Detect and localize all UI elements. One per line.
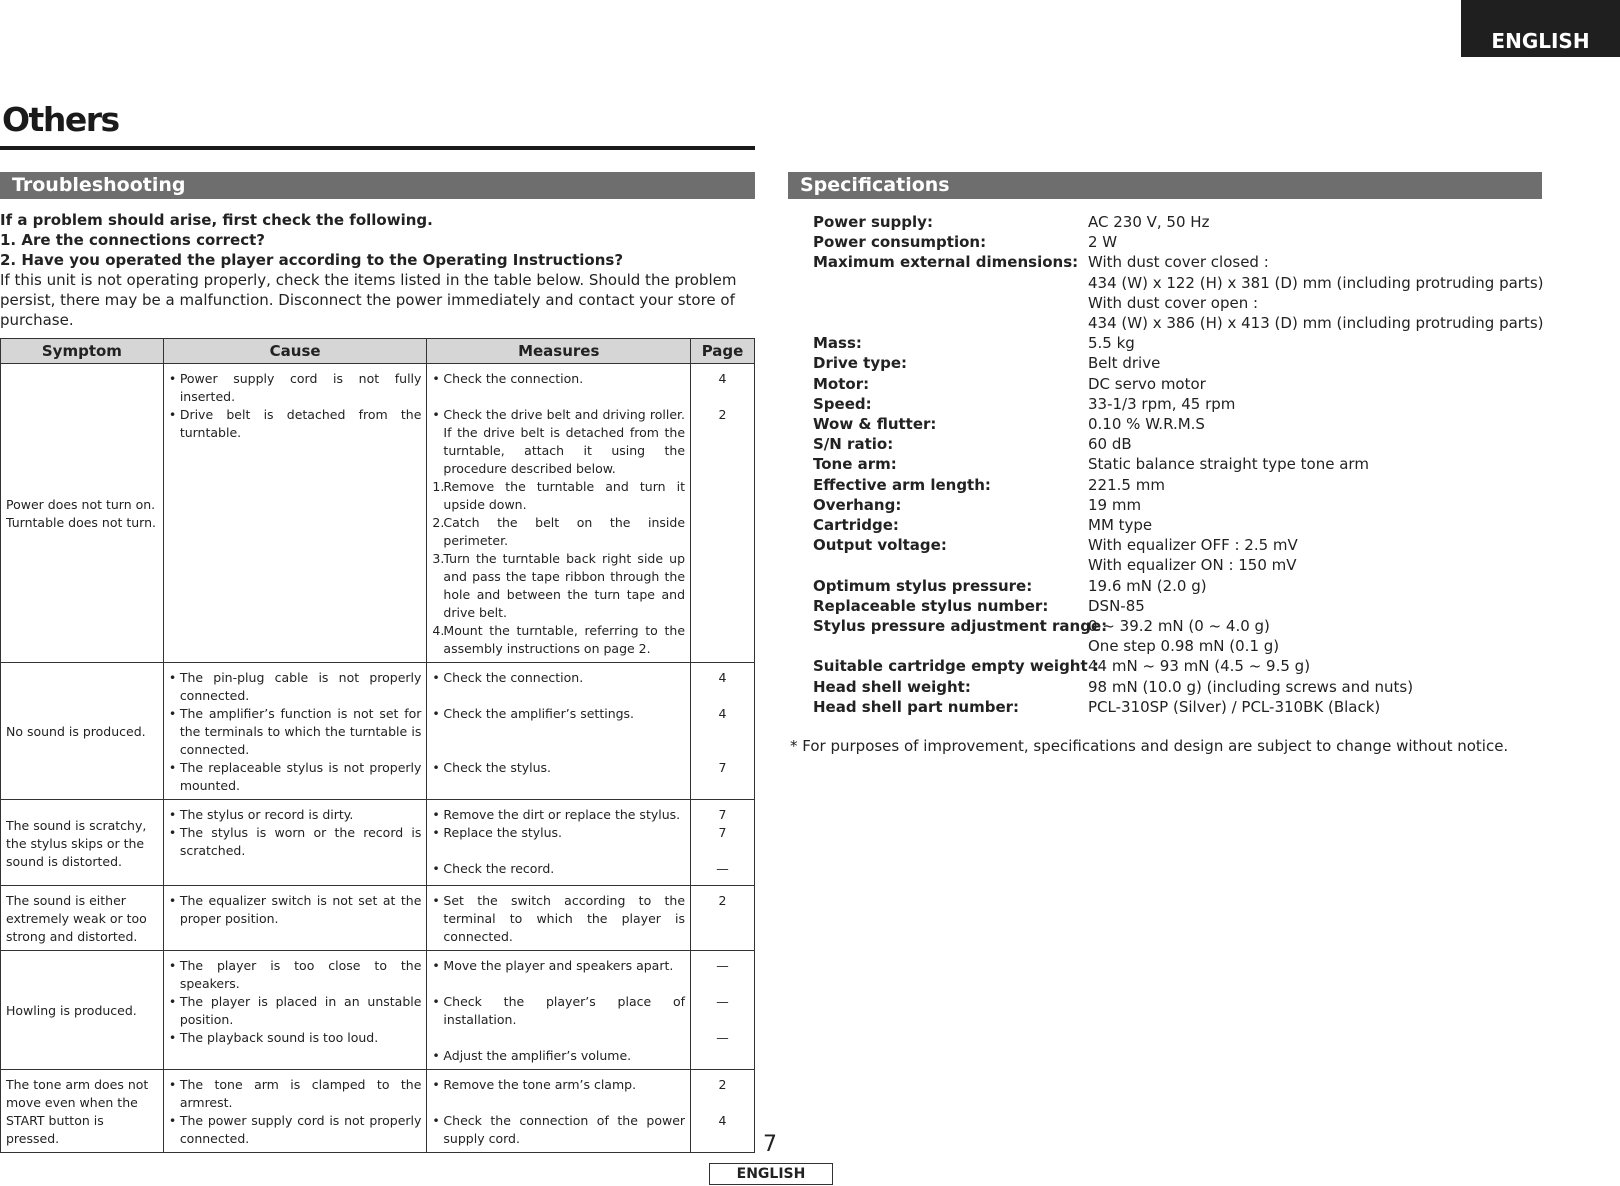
symptom-text: The tone arm does not move even when the START button is pressed. [6, 1077, 149, 1146]
spec-value [1088, 697, 1380, 717]
spec-label: Replaceable stylus number: [813, 596, 1049, 615]
spec-value-line: 5.5 kg [1088, 334, 1135, 353]
page-ref [696, 975, 749, 993]
spacer [432, 388, 685, 406]
spec-value [1088, 252, 1544, 333]
spec-label: Wow & flutter: [813, 415, 937, 434]
page-ref: 2 [718, 893, 727, 908]
spec-label: Optimum stylus pressure: [813, 576, 1033, 595]
spec-value-line: With equalizer OFF : 2.5 mV [1088, 536, 1298, 555]
table-row [1, 886, 755, 951]
measures-cell [427, 364, 691, 663]
spec-row [813, 535, 1544, 575]
spec-row [813, 475, 1544, 495]
cause-item [169, 705, 422, 759]
spec-value [1088, 535, 1298, 575]
item-text: The playback sound is too loud. [179, 1030, 379, 1045]
bullet-marker: • [432, 958, 440, 973]
spec-value [1088, 656, 1310, 676]
intro-line: 1. Are the connections correct? [0, 231, 265, 249]
bullet-marker: • [432, 893, 440, 908]
item-text: Catch the belt on the inside perimeter. [443, 515, 686, 548]
symptom-text: Howling is produced. [6, 1003, 137, 1018]
item-text: The tone arm is clamped to the armrest. [179, 1077, 422, 1110]
spec-row [813, 333, 1544, 353]
spec-value-line: 60 dB [1088, 435, 1132, 454]
spec-row [813, 495, 1544, 515]
spec-row [813, 677, 1544, 697]
item-text: The amplifier’s function is not set for the terminals to which the turntable is connected. [179, 706, 422, 757]
bullet-marker: • [168, 1030, 177, 1045]
spec-row [813, 576, 1544, 596]
item-text: Check the drive belt and driving roller. If the drive belt is detached from the turntable, attach it using the procedure described below. [443, 407, 686, 476]
measures-cell [427, 951, 691, 1070]
page-ref: 2 [718, 407, 727, 422]
spec-value [1088, 374, 1206, 394]
spec-label: Mass: [813, 334, 862, 353]
bullet-marker: • [432, 706, 440, 721]
spec-value [1088, 353, 1160, 373]
spec-row [813, 515, 1544, 535]
spec-label: Maximum external dimensions: [813, 253, 1079, 272]
measure-item [432, 478, 685, 514]
spec-value [1088, 495, 1141, 515]
bullet-marker: • [432, 371, 440, 386]
cause-item [169, 370, 422, 406]
page-ref: 4 [718, 670, 727, 685]
measure-item [432, 806, 685, 824]
column-header: Cause [163, 339, 427, 364]
title-divider [0, 146, 755, 150]
spec-label: Effective arm length: [813, 475, 991, 494]
cause-item [169, 957, 422, 993]
table-row [1, 800, 755, 886]
measure-item [432, 514, 685, 550]
bullet-marker: • [432, 994, 440, 1009]
bullet-marker: • [432, 1113, 440, 1128]
bullet-marker: • [168, 371, 177, 386]
symptom-cell [1, 364, 164, 663]
item-text: Check the stylus. [443, 760, 552, 775]
spec-value-line: 0 ~ 39.2 mN (0 ~ 4.0 g) [1088, 617, 1270, 636]
page-ref: — [716, 994, 729, 1009]
cause-item [169, 892, 422, 928]
spec-value [1088, 576, 1207, 596]
measure-item [432, 622, 685, 658]
item-text: Check the player’s place of installation. [443, 994, 686, 1027]
page-ref: 4 [718, 1113, 727, 1128]
bullet-marker: • [432, 1077, 440, 1092]
item-text: The player is too close to the speakers. [179, 958, 422, 991]
spec-value [1088, 596, 1145, 616]
cause-item [169, 759, 422, 795]
spec-value-line: 44 mN ~ 93 mN (4.5 ~ 9.5 g) [1088, 657, 1311, 676]
spec-value-line: With dust cover closed : [1088, 253, 1269, 272]
bullet-marker: • [432, 1048, 440, 1063]
item-text: Check the record. [443, 861, 555, 876]
troubleshooting-intro [0, 210, 760, 330]
spec-value [1088, 677, 1413, 697]
spec-row [813, 616, 1544, 656]
symptom-text: The sound is scratchy, the stylus skips or the sound is distorted. [6, 817, 147, 869]
language-tab: ENGLISH [1461, 0, 1620, 57]
measure-item [432, 860, 685, 878]
bullet-marker: • [168, 760, 177, 775]
item-text: Check the connection of the power supply cord. [443, 1113, 686, 1146]
spec-value-line: Belt drive [1088, 354, 1161, 373]
measures-cell [427, 800, 691, 886]
spec-row [813, 414, 1544, 434]
spec-label: Overhang: [813, 495, 902, 514]
item-text: The equalizer switch is not set at the proper position. [179, 893, 422, 926]
item-text: Drive belt is detached from the turntable. [179, 407, 422, 440]
bullet-marker: • [432, 807, 440, 822]
measure-item [432, 1047, 685, 1065]
spec-value-line: 434 (W) x 122 (H) x 381 (D) mm (including protruding parts) [1088, 273, 1544, 292]
spec-label: Cartridge: [813, 516, 899, 535]
bullet-marker: • [168, 407, 177, 422]
spec-value-line: With equalizer ON : 150 mV [1088, 556, 1297, 575]
spec-value [1088, 212, 1209, 232]
table-row [1, 663, 755, 800]
bullet-marker: • [168, 958, 177, 973]
measure-item [432, 892, 685, 946]
page-cell [691, 886, 755, 951]
cause-item [169, 806, 422, 824]
spec-value-line: 98 mN (10.0 g) (including screws and nuts) [1088, 677, 1414, 696]
bullet-marker: • [168, 1113, 177, 1128]
spec-value-line: DC servo motor [1088, 374, 1206, 393]
spec-value-line: DSN-85 [1088, 596, 1145, 615]
item-text: Replace the stylus. [443, 825, 563, 840]
page-ref: 2 [718, 1077, 727, 1092]
spec-row [813, 596, 1544, 616]
spec-value [1088, 475, 1165, 495]
spacer [432, 1094, 685, 1112]
bullet-marker: • [432, 760, 440, 775]
cause-cell [163, 886, 427, 951]
specifications-list [813, 212, 1544, 717]
measure-item [432, 824, 685, 842]
spacer [432, 975, 685, 993]
spec-label: Speed: [813, 394, 872, 413]
intro-paragraph: If this unit is not operating properly, check the items listed in the table below. Should the problem persist, there may be a malfunction. Disconnect the power immediately and contact your store of purchase. [0, 271, 737, 329]
spec-row [813, 353, 1544, 373]
spec-row [813, 434, 1544, 454]
spec-value-line: 0.10 % W.R.M.S [1088, 415, 1205, 434]
symptom-cell [1, 663, 164, 800]
cause-cell [163, 951, 427, 1070]
cause-cell [163, 663, 427, 800]
item-text: Move the player and speakers apart. [443, 958, 674, 973]
intro-line: 2. Have you operated the player according to the Operating Instructions? [0, 251, 624, 269]
cause-cell [163, 800, 427, 886]
column-header: Measures [427, 339, 691, 364]
item-text: The stylus is worn or the record is scratched. [179, 825, 422, 858]
cause-item [169, 993, 422, 1029]
item-text: Mount the turntable, referring to the assembly instructions on page 2. [443, 623, 686, 656]
spec-label: Power consumption: [813, 233, 987, 252]
spec-label: Tone arm: [813, 455, 897, 474]
item-text: Check the connection. [443, 670, 584, 685]
cause-item [169, 1029, 422, 1047]
spec-value [1088, 232, 1117, 252]
page-cell [691, 364, 755, 663]
measure-item [432, 406, 685, 478]
page-cell [691, 800, 755, 886]
symptom-cell [1, 886, 164, 951]
measure-item [432, 957, 685, 975]
page-ref: — [716, 1030, 729, 1045]
spec-value-line: 434 (W) x 386 (H) x 413 (D) mm (including protruding parts) [1088, 314, 1544, 333]
item-text: Adjust the amplifier’s volume. [443, 1048, 632, 1063]
column-header: Page [691, 339, 755, 364]
spec-row [813, 252, 1544, 333]
spec-row [813, 454, 1544, 474]
spec-row [813, 394, 1544, 414]
bullet-marker: • [168, 825, 177, 840]
spec-value-line: 19 mm [1088, 495, 1142, 514]
item-text: The player is placed in an unstable position. [179, 994, 422, 1027]
bullet-marker: • [168, 893, 177, 908]
spec-value [1088, 515, 1152, 535]
cause-item [169, 669, 422, 705]
spec-value-line: 2 W [1088, 233, 1118, 252]
spec-label: Stylus pressure adjustment range: [813, 617, 1108, 636]
page-ref: — [716, 861, 729, 876]
spacer [432, 687, 685, 705]
bullet-marker: • [432, 407, 440, 422]
bullet-marker: • [168, 807, 177, 822]
spacer [432, 842, 685, 860]
spec-row [813, 656, 1544, 676]
spec-value [1088, 616, 1279, 656]
page-ref: 7 [718, 825, 727, 840]
bullet-marker: • [168, 670, 177, 685]
bullet-marker: • [168, 1077, 177, 1092]
troubleshooting-heading: Troubleshooting [0, 172, 755, 199]
page-cell [691, 951, 755, 1070]
page-ref [696, 741, 749, 759]
page-ref: 4 [718, 706, 727, 721]
item-text: Remove the turntable and turn it upside down. [443, 479, 686, 512]
specifications-heading: Specifications [788, 172, 1542, 199]
spec-value [1088, 394, 1235, 414]
page-ref [696, 388, 749, 406]
spec-label: Drive type: [813, 354, 908, 373]
spacer [432, 1029, 685, 1047]
spec-value [1088, 414, 1205, 434]
item-text: Power supply cord is not fully inserted. [179, 371, 422, 404]
measures-cell [427, 886, 691, 951]
bullet-marker: • [432, 670, 440, 685]
spec-footnote: * For purposes of improvement, specifications and design are subject to change without notice. [790, 737, 1509, 755]
bullet-marker: • [168, 706, 177, 721]
spec-row [813, 374, 1544, 394]
cause-item [169, 406, 422, 442]
item-text: Remove the tone arm’s clamp. [443, 1077, 637, 1092]
spec-value-line: PCL-310SP (Silver) / PCL-310BK (Black) [1088, 697, 1381, 716]
item-text: Set the switch according to the terminal to which the player is connected. [443, 893, 686, 944]
spec-value [1088, 333, 1135, 353]
page-ref [696, 687, 749, 705]
bullet-marker: 4. [432, 623, 445, 638]
measure-item [432, 705, 685, 723]
spec-label: Power supply: [813, 213, 933, 231]
symptom-cell [1, 800, 164, 886]
cause-item [169, 1076, 422, 1112]
spec-label: S/N ratio: [813, 435, 894, 454]
spacer [432, 723, 685, 741]
spec-value-line: 33-1/3 rpm, 45 rpm [1088, 394, 1236, 413]
measure-item [432, 1076, 685, 1094]
spacer [432, 741, 685, 759]
measure-item [432, 669, 685, 687]
column-header: Symptom [1, 339, 164, 364]
measure-item [432, 550, 685, 622]
page-ref: 7 [718, 807, 727, 822]
spec-value-line: With dust cover open : [1088, 293, 1259, 312]
item-text: Check the connection. [443, 371, 584, 386]
page-ref [696, 1011, 749, 1029]
bullet-marker: • [432, 861, 440, 876]
symptom-text: The sound is either extremely weak or too strong and distorted. [6, 893, 147, 944]
item-text: Turn the turntable back right side up and pass the tape ribbon through the hole and between the turn tape and drive belt. [443, 551, 686, 620]
table-header-row [1, 339, 755, 364]
spec-label: Head shell weight: [813, 677, 971, 696]
measure-item [432, 370, 685, 388]
bullet-marker: 3. [432, 551, 445, 566]
item-text: The pin-plug cable is not properly connected. [179, 670, 422, 703]
cause-item [169, 824, 422, 860]
item-text: Remove the dirt or replace the stylus. [443, 807, 681, 822]
spec-label: Output voltage: [813, 536, 947, 555]
spec-label: Suitable cartridge empty weight : [813, 657, 1099, 676]
item-text: The stylus or record is dirty. [179, 807, 354, 822]
spec-value-line: Static balance straight type tone arm [1088, 455, 1369, 474]
spec-value [1088, 454, 1369, 474]
bullet-marker: 2. [432, 515, 445, 530]
page-ref [696, 723, 749, 741]
spec-label: Motor: [813, 374, 870, 393]
page-ref [696, 842, 749, 860]
measure-item [432, 993, 685, 1029]
spec-value-line: 221.5 mm [1088, 475, 1165, 494]
spec-label: Head shell part number: [813, 697, 1020, 716]
spec-row [813, 232, 1544, 252]
bullet-marker: • [432, 825, 440, 840]
page-cell [691, 663, 755, 800]
page-ref [696, 1094, 749, 1112]
page-ref: 4 [718, 371, 727, 386]
spec-row [813, 697, 1544, 717]
page-ref: — [716, 958, 729, 973]
page-number: 7 [763, 1132, 777, 1157]
footer-language-label: ENGLISH [709, 1163, 833, 1185]
bullet-marker: • [168, 994, 177, 1009]
spec-value-line: AC 230 V, 50 Hz [1088, 213, 1210, 231]
item-text: Check the amplifier’s settings. [443, 706, 635, 721]
table-row [1, 951, 755, 1070]
page-ref: 7 [718, 760, 727, 775]
spec-value-line: MM type [1088, 516, 1153, 535]
symptom-text: Power does not turn on. Turntable does not turn. [6, 497, 156, 530]
spec-value-line: One step 0.98 mN (0.1 g) [1088, 637, 1280, 656]
symptom-text: No sound is produced. [6, 724, 146, 739]
intro-line: If a problem should arise, first check the following. [0, 211, 433, 229]
spec-value [1088, 434, 1132, 454]
item-text: The replaceable stylus is not properly mounted. [179, 760, 422, 793]
symptom-cell [1, 951, 164, 1070]
table-row [1, 364, 755, 663]
cause-cell [163, 364, 427, 663]
spec-value-line: 19.6 mN (2.0 g) [1088, 576, 1207, 595]
measures-cell [427, 663, 691, 800]
item-text: The power supply cord is not properly connected. [179, 1113, 422, 1146]
page-title: Others [2, 100, 119, 139]
troubleshooting-table [0, 338, 755, 1153]
measure-item [432, 759, 685, 777]
spec-row [813, 212, 1544, 232]
bullet-marker: 1. [432, 479, 445, 494]
